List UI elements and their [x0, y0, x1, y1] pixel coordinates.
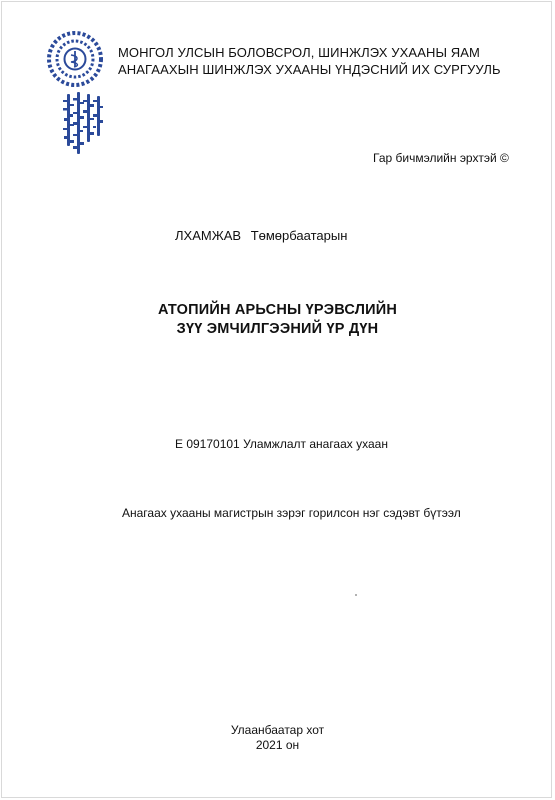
university-name: АНАГААХЫН ШИНЖЛЭХ УХААНЫ ҮНДЭСНИЙ ИХ СУРГУУЛЬ [118, 62, 501, 77]
thesis-title [0, 301, 555, 339]
scan-speck [355, 594, 357, 596]
manuscript-notice: Гар бичмэлийн эрхтэй © [373, 151, 509, 165]
author-given-name: ЛХАМЖАВ [175, 228, 242, 243]
ministry-name: МОНГОЛ УЛСЫН БОЛОВСРОЛ, ШИНЖЛЭХ УХААНЫ ЯАМ [118, 45, 480, 60]
author-family-name: Төмөрбаатарын [250, 228, 348, 243]
degree-statement: Анагаах ухааны магистрын зэрэг горилсон нэг сэдэвт бүтээл [122, 506, 461, 520]
thesis-title-line-1: АТОПИЙН АРЬСНЫ ҮРЭВСЛИЙН [157, 302, 398, 318]
thesis-title-line-2: ЗҮҮ ЭМЧИЛГЭЭНИЙ ҮР ДҮН [176, 321, 379, 337]
specialty-code: Е 09170101 Уламжлалт анагаах ухаан [175, 437, 388, 451]
author-name [175, 228, 347, 243]
institution-header [118, 44, 518, 78]
city: Улаанбаатар хот [230, 723, 325, 737]
year: 2021 он [255, 738, 300, 752]
university-logo-icon [44, 28, 106, 178]
place-and-year [0, 723, 555, 753]
